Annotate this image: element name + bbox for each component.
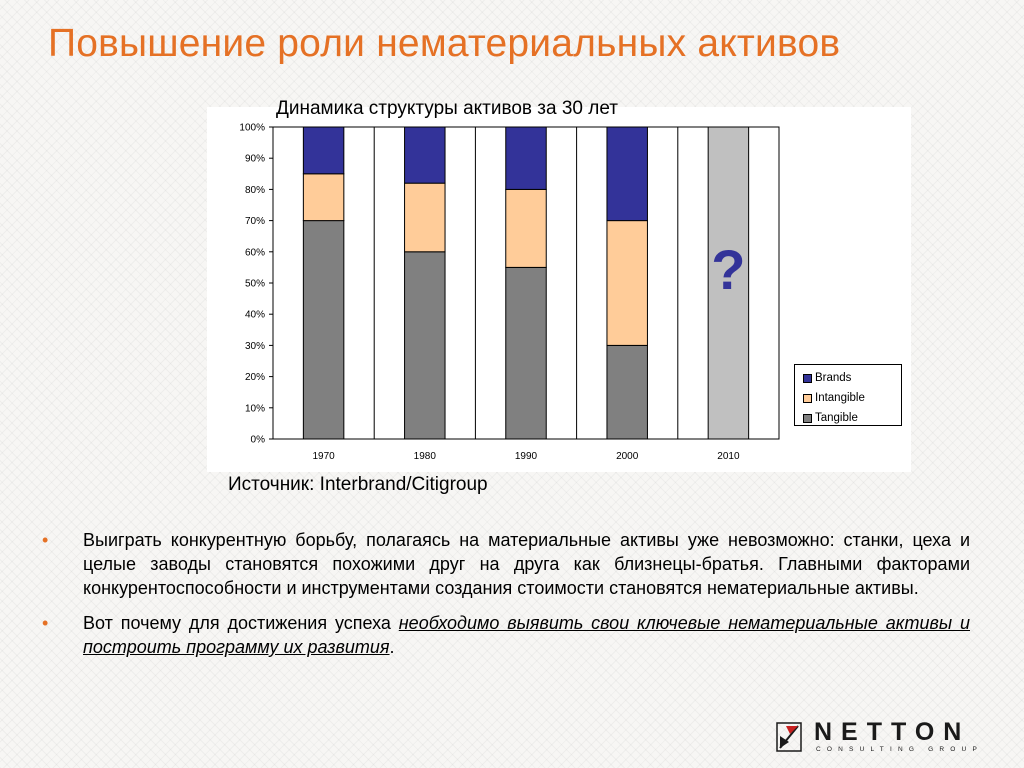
netton-logo (776, 718, 986, 758)
y-tick-label: 100% (239, 122, 265, 134)
bullet-marker: • (42, 613, 49, 633)
legend-item-tangible (815, 408, 901, 428)
netton-logo-icon (776, 722, 802, 752)
x-tick-label: 1990 (514, 451, 538, 462)
bullet-list (42, 528, 970, 670)
bar-brands-1990 (506, 127, 546, 189)
chart-source: Источник: Interbrand/Citigroup (228, 474, 488, 495)
legend-swatch-intangible (803, 394, 812, 403)
bar-tangible-2000 (607, 345, 647, 439)
bar-tangible-1990 (506, 267, 546, 439)
x-tick-label: 1980 (413, 451, 436, 462)
bar-brands-2000 (607, 127, 647, 221)
chart-title: Динамика структуры активов за 30 лет (276, 98, 618, 119)
bullet-text-2-start: Вот почему для достижения успеха (83, 613, 399, 633)
y-tick-label: 20% (244, 372, 265, 384)
logo-wordmark: NETTON (814, 718, 971, 746)
bar-intangible-1970 (303, 174, 343, 221)
bar-intangible-2000 (607, 221, 647, 346)
bar-intangible-1980 (405, 183, 445, 252)
y-tick-label: 50% (244, 278, 265, 290)
unknown-question-mark: ? (711, 238, 746, 301)
bullet-marker: • (42, 530, 49, 550)
bar-brands-1980 (405, 127, 445, 183)
legend-item-intangible (815, 388, 901, 408)
bullet-text-2-emphasis: необходимо выявить свои ключевые нематериальные активы и построить программу их развития (83, 613, 971, 657)
y-tick-label: 40% (244, 309, 265, 321)
logo-subtitle: CONSULTING GROUP (816, 746, 983, 753)
y-tick-label: 90% (244, 153, 265, 165)
bar-brands-1970 (303, 127, 343, 174)
bullet-text-1: Выиграть конкурентную борьбу, полагаясь на материальные активы уже невозможно: станки, цеха и целые заводы становятся похожими друг на друга как близнецы-братья. Главными факторами конкурентоспособности и инструментами создания стоимости становятся нематериальные активы. (83, 530, 970, 598)
bullet-item-1 (42, 528, 970, 600)
bullet-text-2 (83, 611, 970, 659)
y-tick-label: 60% (244, 247, 265, 259)
x-tick-label: 1970 (312, 451, 335, 462)
bar-tangible-1980 (405, 252, 445, 439)
x-tick-label: 2010 (717, 451, 740, 462)
legend-label-intangible: Intangible (815, 392, 865, 404)
y-tick-label: 70% (244, 216, 265, 228)
slide-title: Повышение роли нематериальных активов (48, 22, 841, 65)
bar-intangible-1990 (506, 189, 546, 267)
legend-item-brands (815, 368, 901, 388)
legend-swatch-brands (803, 374, 812, 383)
bar-tangible-1970 (303, 221, 343, 439)
bullet-item-2 (42, 611, 970, 659)
y-tick-label: 0% (250, 434, 265, 446)
bullet-text-2-end: . (389, 637, 395, 657)
legend-label-tangible: Tangible (815, 412, 858, 424)
x-tick-label: 2000 (616, 451, 639, 462)
y-tick-label: 80% (244, 184, 265, 196)
legend-label-brands: Brands (815, 372, 852, 384)
legend-swatch-tangible (803, 414, 812, 423)
y-tick-label: 30% (244, 340, 265, 352)
y-tick-label: 10% (244, 403, 265, 415)
chart-legend (794, 364, 902, 426)
